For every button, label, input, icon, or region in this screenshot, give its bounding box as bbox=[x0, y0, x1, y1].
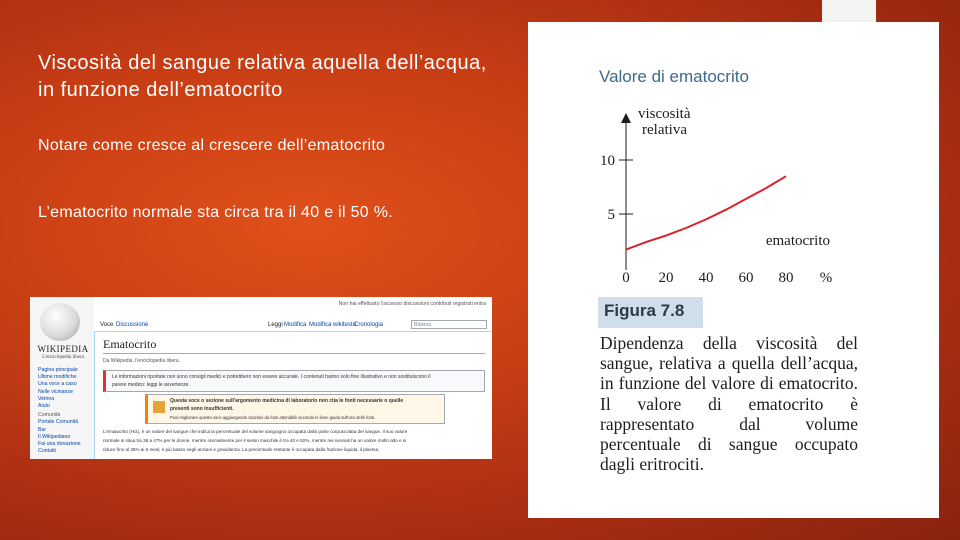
x-tick-label: 40 bbox=[698, 270, 714, 286]
warning-text: parere medico: leggi le avvertenze. bbox=[112, 382, 190, 388]
sidebar-link[interactable]: Fai una donazione bbox=[38, 441, 81, 448]
x-tick-label: 20 bbox=[658, 270, 674, 286]
y-tick-label: 5 bbox=[607, 207, 615, 223]
sidebar-link[interactable]: Bar bbox=[38, 426, 47, 433]
figure-caption: Dipendenza della viscosità del sangue, relativa a quella dell’acqua, in funzione del valore di ematocrito. Il valore di ematocrito è rappresentato dal volume percentuale di sangue occupato dagli eritrociti. bbox=[600, 333, 858, 475]
sidebar-link[interactable]: Una voce a caso bbox=[38, 381, 77, 388]
sidebar-heading: Comunità bbox=[38, 412, 61, 419]
tab-discussione[interactable]: Discussione bbox=[116, 322, 149, 328]
tab-modifica-wikitesto[interactable]: Modifica wikitesto bbox=[309, 322, 357, 328]
y-axis-label-line2: relativa bbox=[642, 122, 687, 138]
notice-text: Questa voce o sezione sull'argomento medicina di laboratorio non cita le fonti necessarie o quelle bbox=[170, 398, 404, 404]
wiki-sidebar bbox=[30, 297, 94, 459]
x-tick-label: 80 bbox=[778, 270, 794, 286]
y-ticks bbox=[600, 153, 633, 223]
medical-warning-box bbox=[103, 370, 485, 392]
notice-text: presenti sono insufficienti. bbox=[170, 406, 234, 412]
article-text: riduce fino al 35% ai 6 mesi; è più basso negli anziani e gravidanza. La percentuale restante è occupata dalla frazione liquida, il plasma. bbox=[103, 447, 380, 452]
wiki-wordmark: WIKIPEDIA bbox=[37, 344, 89, 354]
y-axis-label-line1: viscosità bbox=[638, 106, 691, 122]
x-tick-label: 60 bbox=[738, 270, 754, 286]
wiki-sidebar-links bbox=[38, 367, 92, 455]
sources-notice-box bbox=[145, 394, 445, 424]
x-ticks bbox=[622, 270, 793, 286]
wiki-page-title: Ematocrito bbox=[103, 337, 157, 351]
slide-paragraph-2: L’ematocrito normale sta circa tra il 40 e il 50 %. bbox=[38, 204, 394, 221]
sidebar-link[interactable]: Vetrina bbox=[38, 395, 55, 402]
y-axis-arrow-icon bbox=[621, 113, 631, 123]
figure-label: Figura 7.8 bbox=[604, 301, 685, 320]
sidebar-link[interactable]: Portale Comunità bbox=[38, 419, 79, 426]
chart-svg bbox=[528, 22, 939, 292]
wiki-tagline: L'enciclopedia libera bbox=[42, 355, 84, 360]
x-axis-label: ematocrito bbox=[765, 233, 830, 249]
figure-panel bbox=[528, 22, 939, 518]
warning-text: Le informazioni riportate non sono consigli medici e potrebbero non essere accurate. I contenuti hanno solo fine illustrativo e non sostituiscono il bbox=[112, 374, 431, 380]
sidebar-link[interactable]: Nelle vicinanze bbox=[38, 388, 73, 395]
wiki-content bbox=[94, 331, 492, 459]
tab-voce[interactable]: Voce bbox=[100, 322, 114, 328]
article-text: normale si situa tra 38 a 47% per le donne, mentre normalmente per il sesso maschile è tra 40 e 52%, mentre nei neonati ha un valore molto alto e si bbox=[103, 438, 407, 443]
y-tick-label: 10 bbox=[600, 153, 615, 169]
corner-accent bbox=[822, 0, 876, 22]
slide-paragraph-1: Notare come cresce al crescere dell’ematocrito bbox=[38, 137, 386, 154]
wikipedia-screenshot bbox=[30, 297, 492, 459]
sidebar-link[interactable]: Il Wikipediano bbox=[38, 433, 71, 440]
x-tick-label: 0 bbox=[622, 270, 630, 286]
sidebar-link[interactable]: Contatti bbox=[38, 448, 56, 455]
tab-modifica[interactable]: Modifica bbox=[284, 322, 307, 328]
article-text: L'ematocrito (Hct), è un valore del sangue che indica la percentuale del volume sanguigno occupata dalla parte corpuscolata del sangue. Il suo valore bbox=[103, 429, 408, 434]
tab-leggi[interactable]: Leggi bbox=[268, 322, 283, 328]
figure-label-box bbox=[598, 297, 703, 328]
sidebar-link[interactable]: Ultime modifiche bbox=[38, 374, 77, 381]
book-icon bbox=[153, 401, 165, 413]
wiki-from-line: Da Wikipedia, l'enciclopedia libera. bbox=[103, 358, 181, 364]
viscosity-curve bbox=[626, 176, 786, 249]
tab-cronologia[interactable]: Cronologia bbox=[354, 322, 384, 328]
x-unit-label: % bbox=[819, 270, 833, 286]
title-divider bbox=[103, 353, 485, 354]
chart-title: Valore di ematocrito bbox=[599, 67, 749, 86]
wiki-personal-links[interactable]: Non hai effettuato l'accesso discussioni contributi registrati entra bbox=[338, 301, 486, 307]
wikipedia-globe-icon bbox=[40, 303, 80, 341]
wiki-search-input[interactable]: Ricerca bbox=[411, 320, 487, 329]
notice-text: Puoi migliorare questa voce aggiungendo citazioni da fonti attendibili secondo le linee guida sull'uso delle fonti. bbox=[170, 415, 376, 420]
sidebar-link[interactable]: Aiuto bbox=[38, 403, 50, 410]
slide-title: Viscosità del sangue relativa aquella dell’acqua, in funzione dell’ematocrito bbox=[38, 52, 487, 101]
sidebar-link[interactable]: Pagina principale bbox=[38, 367, 78, 373]
